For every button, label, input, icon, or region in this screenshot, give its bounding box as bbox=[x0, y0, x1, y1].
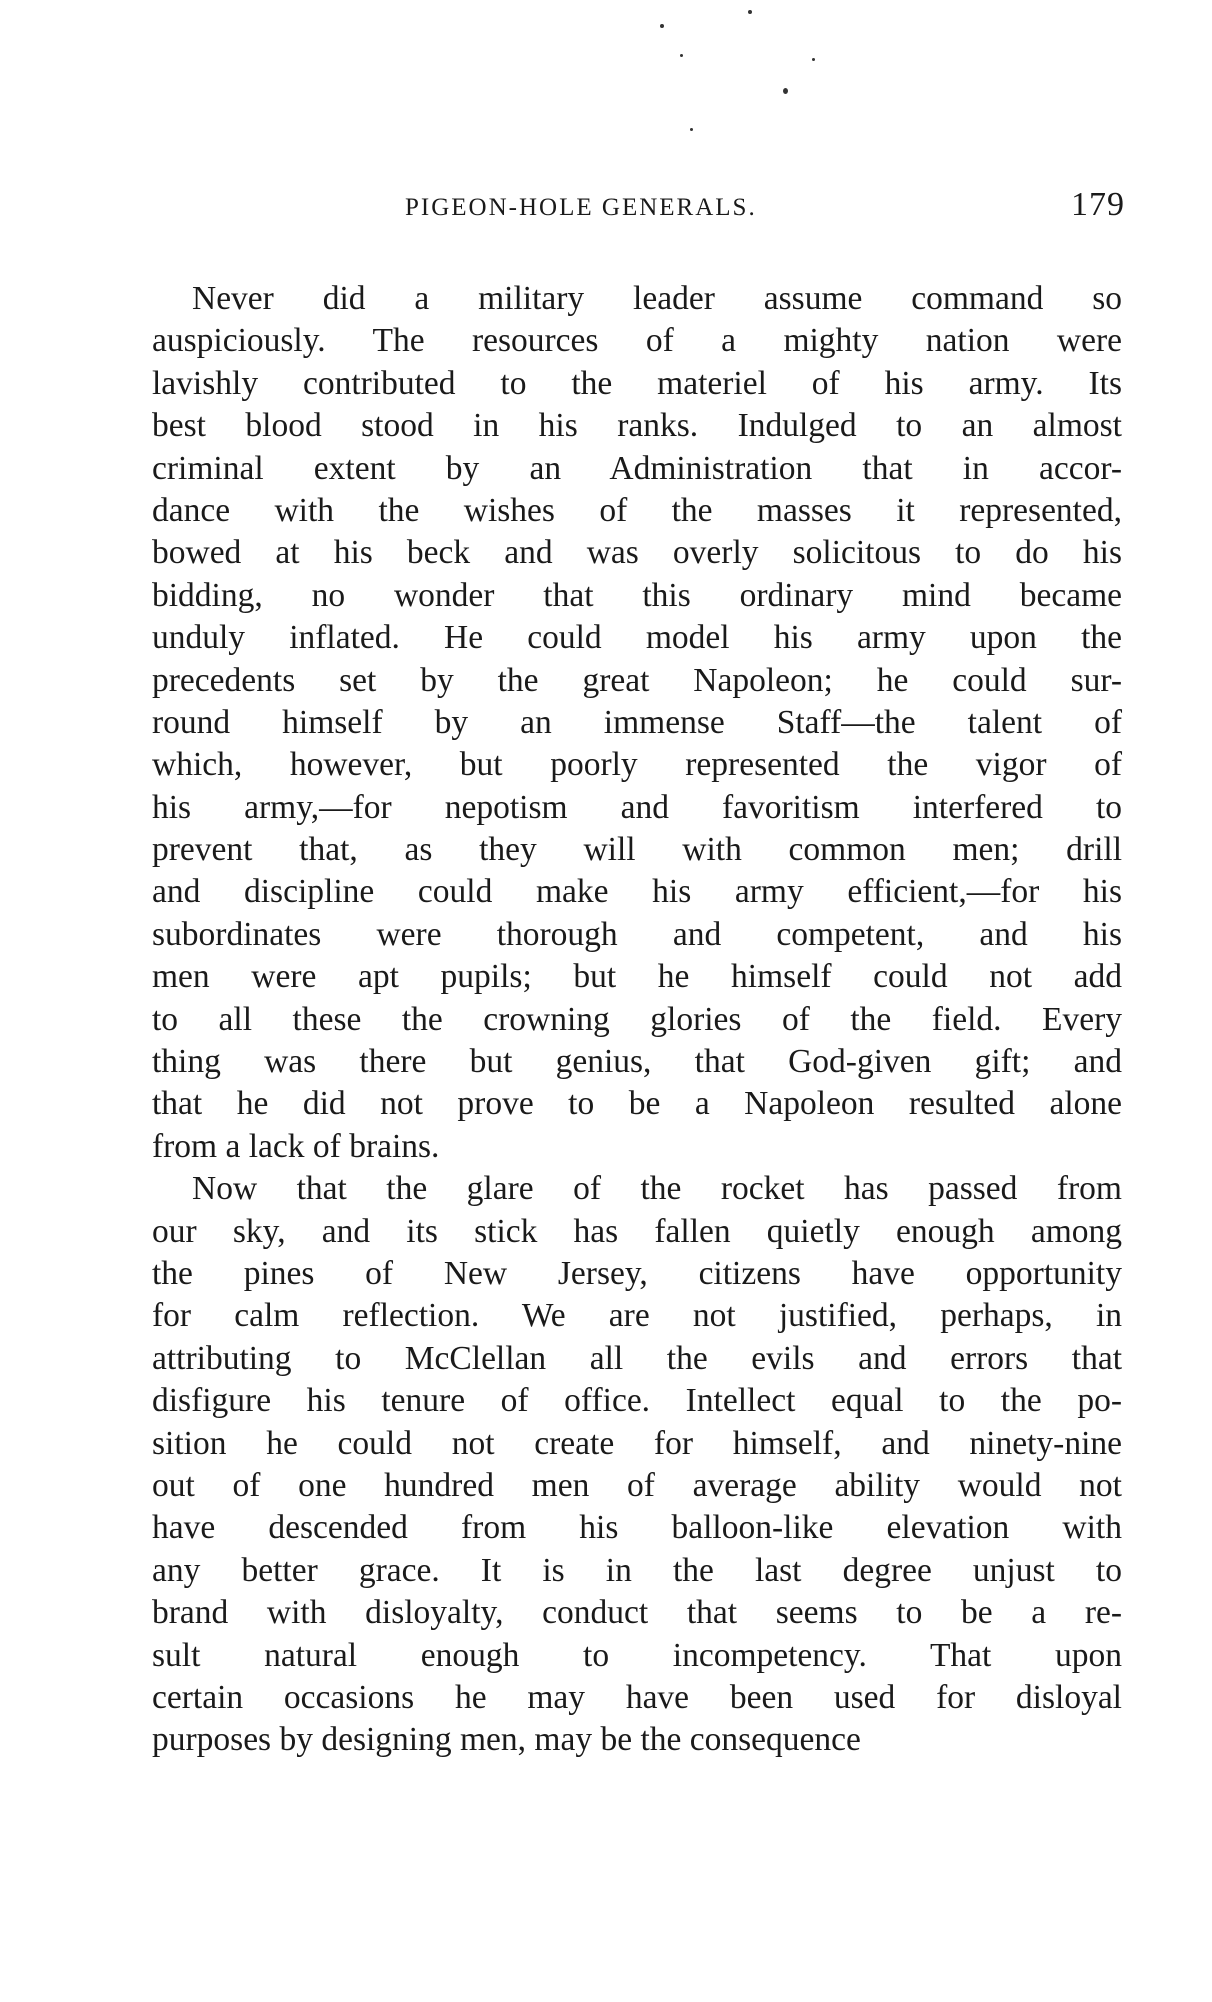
body-text bbox=[152, 278, 1122, 1762]
text-line: any better grace. It is in the last degree unjust to bbox=[152, 1551, 1122, 1589]
text-line: Now that the glare of the rocket has passed from bbox=[192, 1170, 1122, 1208]
text-line: disfigure his tenure of office. Intellect equal to the po- bbox=[152, 1382, 1122, 1420]
text-line: our sky, and its stick has fallen quietly enough among bbox=[152, 1212, 1122, 1250]
text-line: brand with disloyalty, conduct that seems to be a re- bbox=[152, 1594, 1122, 1632]
text-line: round himself by an immense Staff—the talent of bbox=[152, 703, 1122, 741]
text-line: unduly inflated. He could model his army upon the bbox=[152, 619, 1122, 657]
ink-speck bbox=[660, 24, 664, 28]
text-line: certain occasions he may have been used for disloyal bbox=[152, 1678, 1122, 1716]
text-line: men were apt pupils; but he himself could not add bbox=[152, 958, 1122, 996]
text-line: prevent that, as they will with common men; drill bbox=[152, 831, 1122, 869]
text-line: precedents set by the great Napoleon; he could sur- bbox=[152, 661, 1122, 699]
running-title: PIGEON-HOLE GENERALS. bbox=[405, 194, 757, 221]
text-line: to all these the crowning glories of the field. Every bbox=[152, 1000, 1122, 1038]
text-line: criminal extent by an Administration that in accor- bbox=[152, 449, 1122, 487]
text-line: thing was there but genius, that God-given gift; and bbox=[152, 1043, 1122, 1081]
text-line: out of one hundred men of average ability would not bbox=[152, 1466, 1122, 1504]
text-line: attributing to McClellan all the evils and errors that bbox=[152, 1339, 1122, 1377]
text-line: dance with the wishes of the masses it represented, bbox=[152, 491, 1122, 529]
text-line: auspiciously. The resources of a mighty nation were bbox=[152, 322, 1122, 360]
text-line: sition he could not create for himself, and ninety-nine bbox=[152, 1424, 1122, 1462]
text-line: from a lack of brains. bbox=[152, 1127, 440, 1165]
text-line: the pines of New Jersey, citizens have opportunity bbox=[152, 1254, 1122, 1292]
text-line: best blood stood in his ranks. Indulged to an almost bbox=[152, 407, 1122, 445]
text-line: sult natural enough to incompetency. That upon bbox=[152, 1636, 1122, 1674]
text-line: which, however, but poorly represented the vigor of bbox=[152, 746, 1122, 784]
text-line: Never did a military leader assume command so bbox=[192, 280, 1122, 317]
text-line: bowed at his beck and was overly solicitous to do his bbox=[152, 534, 1122, 572]
text-line: and discipline could make his army efficient,—for his bbox=[152, 873, 1122, 911]
text-line: that he did not prove to be a Napoleon resulted alone bbox=[152, 1085, 1122, 1123]
paragraph bbox=[152, 1168, 1122, 1761]
text-line: for calm reflection. We are not justified, perhaps, in bbox=[152, 1297, 1122, 1335]
ink-speck bbox=[680, 54, 683, 57]
ink-speck bbox=[812, 58, 815, 61]
text-line: his army,—for nepotism and favoritism interfered to bbox=[152, 788, 1122, 826]
ink-speck bbox=[748, 10, 752, 14]
text-line: lavishly contributed to the materiel of his army. Its bbox=[152, 364, 1122, 402]
page-number: 179 bbox=[1071, 186, 1125, 223]
text-line: have descended from his balloon-like elevation with bbox=[152, 1509, 1122, 1547]
text-line: subordinates were thorough and competent, and his bbox=[152, 915, 1122, 953]
ink-speck bbox=[783, 88, 788, 94]
ink-speck bbox=[690, 128, 693, 131]
running-head bbox=[150, 184, 1125, 234]
text-line: bidding, no wonder that this ordinary mind became bbox=[152, 576, 1122, 614]
paragraph bbox=[152, 278, 1122, 1168]
text-line: purposes by designing men, may be the consequence bbox=[152, 1721, 861, 1759]
